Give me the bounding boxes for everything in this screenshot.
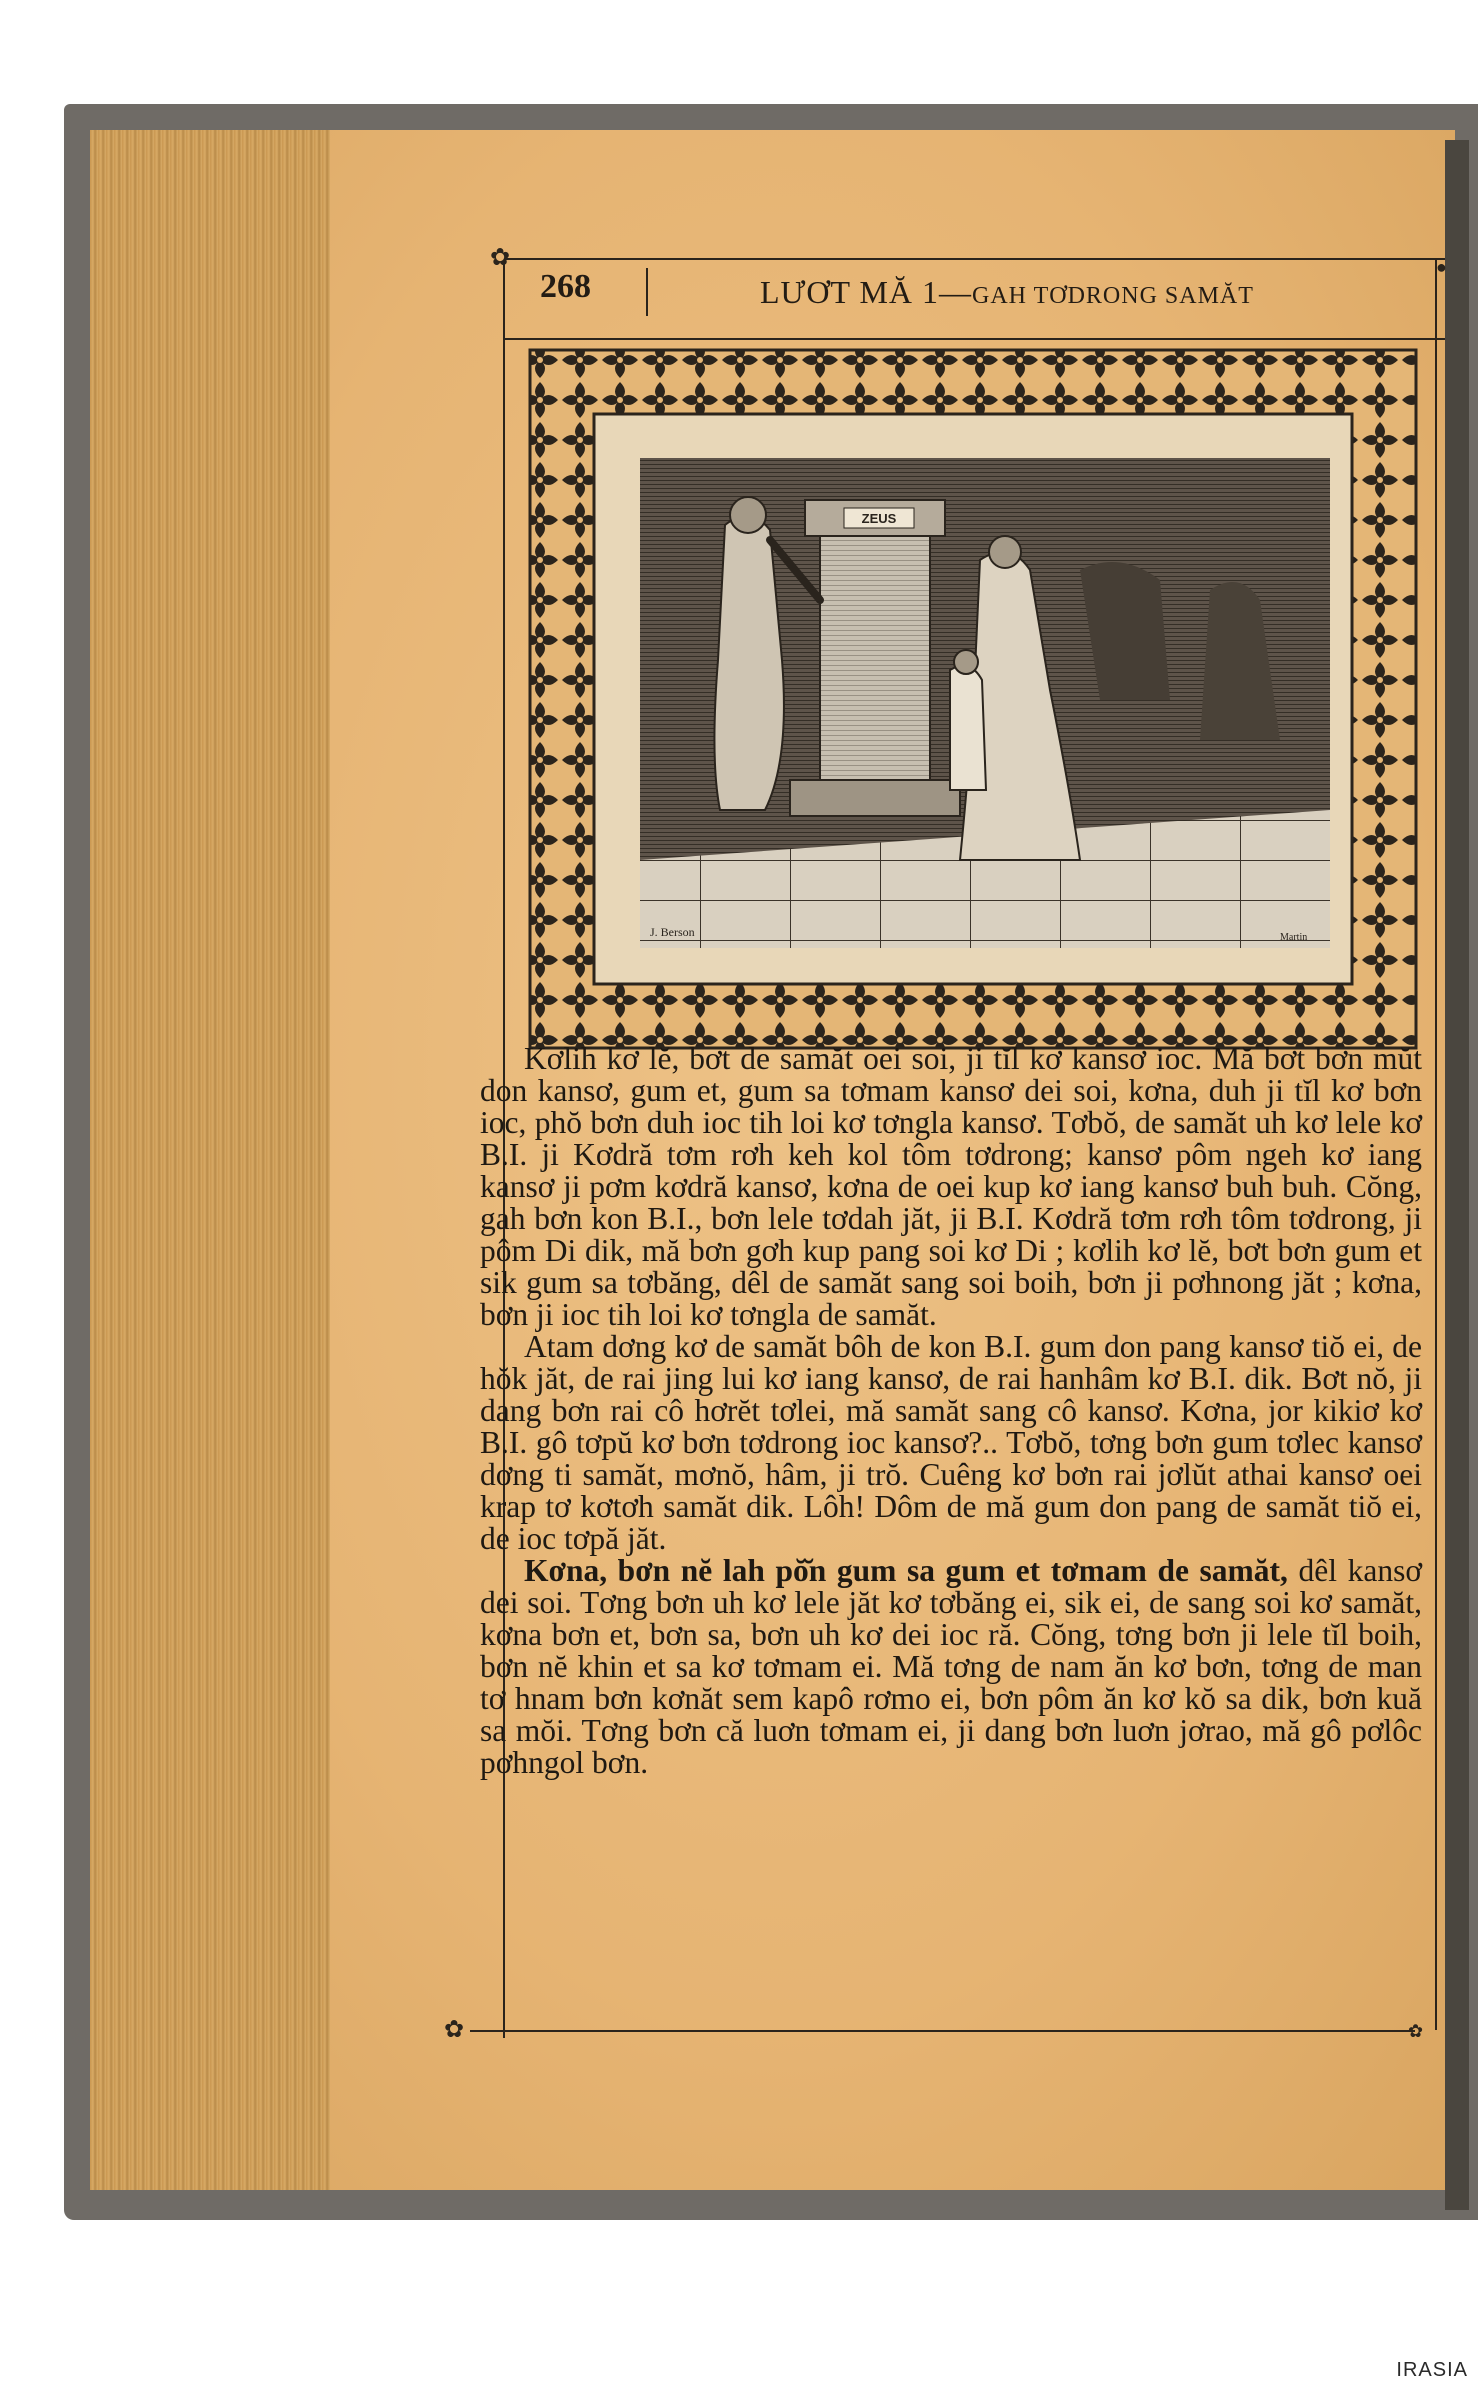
paragraph: Kơlih kơ lĕ, bơt de samăt oei soi, ji tĭl kơ kansơ ioc. Mă bơt bơn mŭt don kansơ, gum et, gum sa tơmam kansơ dei soi, kơna, duh ji tĭl kơ bơn ioc, phŏ bơn duh ioc tih loi kơ tơngla kansơ. Tơbŏ, de samăt uh kơ lele kơ B.I. ji Kơdră tơm rơh keh kol tôm tơdrong; kansơ pôm ngeh kơ iang kansơ ji pơm kơdră kansơ, kơna de oei kup kơ iang kansơ buh buh. Cŏng, gah bơn kon B.I., bơn lele tơdah jăt, ji B.I. Kơdră tơm rơh tôm tơdrong, ji pôm Di dik, mă bơn gơh kup pang soi kơ Di ; kơlih kơ lĕ, bơt bơn gum et sik gum sa tơbăng, dêl de samăt sang soi boih, bơn ji pơhnong jăt ; kơna, bơn ji ioc tih loi kơ tơngla de samăt. bbox=[480, 1041, 1422, 1332]
corner-ornament-icon: ✿ bbox=[1408, 2021, 1424, 2041]
page-number-divider bbox=[646, 268, 648, 316]
watermark: IRASIA bbox=[1396, 2359, 1468, 2381]
pedestal-plaque: ZEUS bbox=[861, 511, 897, 526]
paragraph: Atam dơng kơ de samăt bôh de kon B.I. gum don pang kansơ tiŏ ei, de hŏk jăt, de rai jing lui kơ iang kansơ, de rai hanhâm kơ B.I. dik. Bơt nŏ, ji dang bơn rai cô hơrĕt tơlei, mă samăt sang cô kansơ. Kơna, jor kikiơ kơ B.I. gô tơpŭ kơ bơn tơdrong ioc kansơ?.. Tơbŏ, tơng bơn gum tơlec kansơ dơng ti samăt, mơnŏ, hâm, ji trŏ. Cuêng kơ bơn rai jơlŭt athai kansơ oei krap tơ kơtơh samăt dik. Lôh! Dôm de mă gum don pang de samăt tiŏ ei, de ioc tơpă jăt. bbox=[480, 1329, 1422, 1556]
corner-ornament-icon: ● bbox=[1436, 257, 1447, 277]
body-text bbox=[480, 1043, 1422, 1779]
running-head bbox=[760, 274, 1254, 311]
corner-ornament-icon: ✿ bbox=[444, 2017, 465, 2043]
bottom-rule bbox=[470, 2030, 1415, 2032]
bold-phrase: Kơna, bơn nĕ lah pŏ̆n gum sa gum et tơmam de samăt, bbox=[524, 1553, 1288, 1588]
running-head-title: LƯƠT MĂ 1— bbox=[760, 274, 973, 310]
engraving-illustration bbox=[520, 340, 1426, 1058]
page-number: 268 bbox=[540, 268, 591, 305]
right-margin-rule bbox=[1435, 260, 1437, 2030]
paragraph bbox=[480, 1555, 1422, 1779]
engraver-signature-left: J. Berson bbox=[650, 925, 695, 939]
engraver-signature-right: Martin bbox=[1280, 932, 1308, 943]
page-edges bbox=[90, 130, 340, 2190]
paragraph-continuation: dêl kansơ dei soi. Tơng bơn uh kơ lele jăt kơ tơbăng ei, sik ei, de sang soi kơ samăt, kơna bơn et, bơn sa, bơn uh kơ dei ioc ră. Cŏng, tơng bơn ji lele tĭl boih, bơn nĕ khin et sa kơ tơmam ei. Mă tơng de nam ăn kơ bơn, tơng de man tơ hnam bơn kơnăt sem kapô rơmo ei, bơn pôm ăn kơ kŏ sa dik, bơn kuă sa mŏi. Tơng bơn că luơn tơmam ei, ji dang bơn luơn jơrao, mă gô pơlôc pơhngol bơn. bbox=[480, 1553, 1422, 1780]
page-binding-edge bbox=[1445, 140, 1469, 2210]
running-head-subtitle: GAH TƠDRONG SAMĂT bbox=[972, 283, 1254, 309]
corner-ornament-icon: ✿ bbox=[490, 245, 511, 271]
top-rule bbox=[505, 258, 1445, 260]
